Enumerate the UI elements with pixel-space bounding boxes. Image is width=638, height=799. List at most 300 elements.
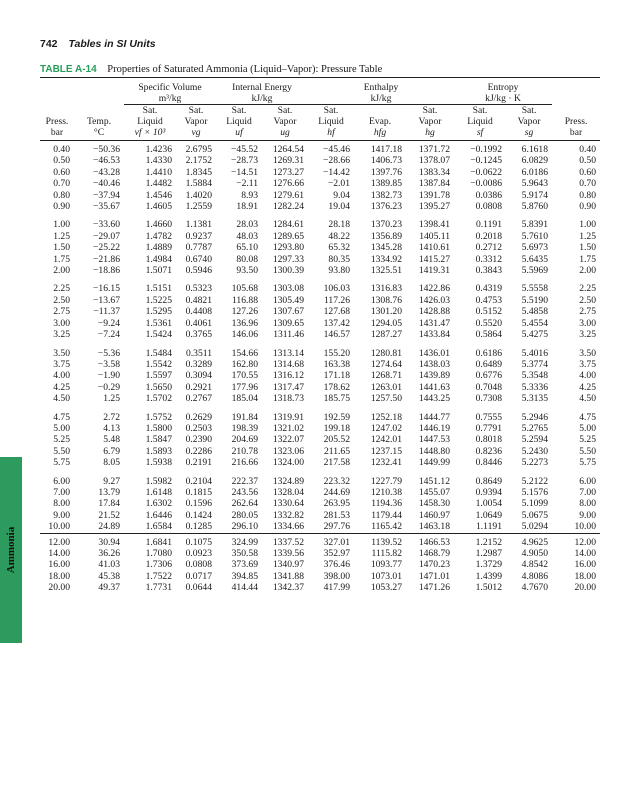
- table-row: [40, 487, 600, 498]
- table-cell: 2.25: [579, 283, 597, 295]
- table-cell: 1356.89: [370, 230, 403, 242]
- table-cell: 5.2594: [521, 434, 549, 446]
- table-cell: 1273.27: [272, 166, 305, 178]
- table-cell: 14.00: [574, 548, 597, 559]
- table-cell: 1293.80: [272, 242, 305, 254]
- table-cell: 1417.18: [370, 144, 403, 155]
- group-internal-energy: [216, 82, 308, 93]
- table-cell: 1322.07: [272, 434, 305, 446]
- table-cell: 1.4482: [145, 178, 172, 190]
- table-cell: 1.5151: [145, 283, 172, 295]
- table-cell: 155.20: [323, 347, 351, 359]
- column-header: Liquid: [318, 116, 344, 127]
- table-cell: 1263.01: [370, 381, 403, 393]
- table-cell: 1471.26: [418, 582, 451, 594]
- table-cell: 204.69: [231, 434, 258, 446]
- table-cell: 4.7670: [521, 582, 549, 594]
- table-cell: 18.00: [48, 570, 70, 582]
- table-cell: 2.6795: [185, 144, 212, 155]
- table-cell: 1247.02: [370, 422, 403, 434]
- table-cell: −3.58: [97, 358, 120, 370]
- table-cell: 117.26: [323, 294, 351, 306]
- table-cell: 0.2018: [475, 230, 503, 242]
- table-cell: 1.5884: [185, 178, 212, 190]
- table-cell: 163.38: [323, 358, 351, 370]
- table-cell: 244.69: [323, 486, 351, 498]
- table-cell: 162.80: [231, 358, 258, 370]
- table-cell: 5.2765: [521, 422, 549, 434]
- table-row: [40, 548, 600, 559]
- table-cell: 223.32: [323, 475, 351, 487]
- table-cell: 0.2712: [475, 242, 503, 254]
- table-cell: 0.7048: [475, 381, 503, 393]
- column-header: Sat.: [472, 105, 488, 116]
- table-cell: 2.75: [53, 306, 70, 318]
- group-label: Entropy: [487, 82, 519, 93]
- table-cell: 1.5847: [145, 434, 172, 446]
- table-cell: 1.5938: [145, 457, 172, 469]
- table-cell: 414.44: [231, 582, 258, 594]
- table-cell: 18.00: [574, 570, 597, 582]
- table-row: [40, 559, 600, 570]
- table-cell: 1319.91: [272, 411, 305, 423]
- property-table: [40, 82, 600, 594]
- table-row: [40, 359, 600, 370]
- table-cell: 0.1596: [185, 498, 212, 510]
- table-cell: 0.2503: [185, 422, 212, 434]
- column-header: Sat.: [521, 105, 537, 116]
- table-cell: 1455.07: [418, 486, 451, 498]
- table-cell: 21.52: [98, 509, 120, 521]
- table-cell: 0.0717: [185, 570, 212, 582]
- table-row: [40, 167, 600, 178]
- table-cell: 6.1618: [521, 144, 549, 155]
- table-cell: 1383.34: [418, 166, 451, 178]
- table-cell: 1.6302: [145, 498, 172, 510]
- table-row: [40, 434, 600, 445]
- table-cell: 1.8345: [185, 166, 212, 178]
- table-cell: 1.0649: [475, 509, 503, 521]
- table-cell: 30.94: [74, 533, 124, 548]
- table-cell: 1446.19: [418, 422, 451, 434]
- table-cell: 394.85: [231, 570, 258, 582]
- column-header: bar: [552, 127, 600, 141]
- table-cell: 1297.33: [272, 253, 305, 265]
- table-cell: 1165.42: [371, 521, 403, 533]
- table-cell: 5.1099: [521, 498, 549, 510]
- table-cell: 1.00: [579, 219, 597, 231]
- table-cell: 1342.37: [272, 582, 305, 594]
- column-header: sf: [454, 127, 506, 141]
- table-cell: 3.50: [53, 347, 70, 359]
- table-cell: 5.00: [579, 422, 597, 434]
- table-cell: 1.0054: [475, 498, 503, 510]
- table-cell: 0.3511: [185, 347, 212, 359]
- table-cell: 3.25: [579, 329, 597, 341]
- table-cell: 198.39: [231, 422, 258, 434]
- table-cell: 48.03: [236, 230, 258, 242]
- table-cell: −7.24: [97, 329, 120, 341]
- column-header: [552, 105, 600, 117]
- table-cell: 1330.64: [272, 498, 305, 510]
- table-cell: 1337.52: [262, 533, 308, 548]
- table-cell: 1332.82: [272, 509, 305, 521]
- table-cell: 1406.73: [370, 155, 403, 167]
- table-cell: 5.2946: [521, 411, 549, 423]
- table-cell: 3.00: [53, 317, 70, 329]
- table-cell: 0.2104: [185, 475, 212, 487]
- table-cell: 1276.66: [272, 178, 305, 190]
- table-row: [40, 254, 600, 265]
- table-row: [40, 423, 600, 434]
- table-cell: 1426.03: [418, 294, 451, 306]
- table-cell: 16.00: [48, 559, 70, 571]
- table-cell: 280.05: [231, 509, 258, 521]
- table-cell: 281.53: [323, 509, 351, 521]
- table-cell: 2.00: [579, 265, 597, 277]
- table-cell: 0.0386: [475, 189, 503, 201]
- table-cell: 0.5864: [475, 329, 503, 341]
- table-cell: 5.4275: [521, 329, 549, 341]
- table-label: TABLE A-14: [40, 64, 97, 75]
- table-cell: 49.37: [98, 582, 120, 594]
- table-cell: 1.2152: [454, 533, 506, 548]
- table-cell: 350.58: [231, 548, 258, 559]
- table-cell: 1.25: [103, 393, 120, 405]
- table-cell: 1433.84: [418, 329, 451, 341]
- table-cell: 0.4061: [185, 317, 212, 329]
- table-cell: 1.4984: [145, 253, 172, 265]
- table-cell: 5.7610: [521, 230, 549, 242]
- table-cell: 1.5424: [145, 329, 172, 341]
- table-cell: 1.4020: [185, 189, 212, 201]
- table-cell: 0.5946: [185, 265, 212, 277]
- table-cell: 1415.27: [418, 253, 451, 265]
- table-cell: 1.2559: [185, 201, 212, 213]
- table-cell: 1139.52: [354, 533, 406, 548]
- table-cell: 185.04: [231, 393, 258, 405]
- table-cell: 0.5520: [475, 317, 503, 329]
- table-cell: 0.5323: [185, 283, 212, 295]
- table-cell: 1.75: [53, 253, 70, 265]
- table-cell: 1470.23: [418, 559, 451, 571]
- table-cell: 65.10: [236, 242, 258, 254]
- table-cell: 243.56: [231, 486, 258, 498]
- column-header-row: [40, 105, 600, 117]
- table-cell: 5.2273: [521, 457, 549, 469]
- column-header: Sat.: [277, 105, 293, 116]
- table-cell: 1382.73: [370, 189, 403, 201]
- table-cell: 1317.47: [272, 381, 305, 393]
- column-header: Vapor: [184, 116, 208, 127]
- table-cell: 5.1576: [521, 486, 549, 498]
- table-cell: 0.90: [579, 201, 597, 213]
- table-cell: −25.22: [93, 242, 120, 254]
- group-enthalpy: [308, 82, 454, 93]
- table-cell: 5.25: [579, 434, 597, 446]
- group-unit: m³/kg: [124, 93, 216, 105]
- group-label: Specific Volume: [138, 82, 202, 93]
- table-cell: 1300.39: [272, 265, 305, 277]
- table-cell: 0.2390: [185, 434, 212, 446]
- table-cell: 20.00: [574, 582, 597, 594]
- table-cell: 1.5295: [145, 306, 172, 318]
- table-cell: 0.3312: [475, 253, 503, 265]
- table-cell: −13.67: [93, 294, 120, 306]
- table-cell: −14.42: [323, 166, 351, 178]
- table-cell: 1.7731: [145, 582, 172, 594]
- table-cell: 13.79: [98, 486, 120, 498]
- table-cell: 1.4546: [145, 189, 172, 201]
- table-cell: 191.84: [231, 411, 258, 423]
- table-cell: 7.00: [579, 486, 597, 498]
- table-cell: 6.0829: [521, 155, 549, 167]
- table-cell: 36.26: [98, 548, 120, 559]
- table-cell: 398.00: [323, 570, 351, 582]
- table-row: [40, 533, 600, 548]
- table-cell: 0.4821: [185, 294, 212, 306]
- table-cell: 0.0808: [475, 201, 503, 213]
- table-cell: 1449.99: [418, 457, 451, 469]
- table-cell: 3.25: [53, 329, 70, 341]
- table-cell: 1316.83: [370, 283, 403, 295]
- table-cell: 324.99: [216, 533, 262, 548]
- table-cell: 262.64: [231, 498, 258, 510]
- table-cell: 216.66: [231, 457, 258, 469]
- table-cell: 5.25: [53, 434, 70, 446]
- table-cell: 1311.46: [273, 329, 305, 341]
- table-cell: 5.50: [53, 445, 70, 457]
- table-cell: −29.07: [93, 230, 120, 242]
- table-cell: 1448.80: [418, 445, 451, 457]
- table-cell: 20.00: [48, 582, 70, 594]
- table-cell: 1280.81: [370, 347, 403, 359]
- table-cell: 0.1285: [185, 521, 212, 533]
- table-cell: 1438.03: [418, 358, 451, 370]
- table-row: [40, 141, 600, 156]
- table-cell: 12.00: [40, 533, 74, 548]
- table-row: [40, 382, 600, 393]
- table-cell: 1316.12: [272, 370, 305, 382]
- group-label: Internal Energy: [232, 82, 292, 93]
- table-cell: 1324.89: [272, 475, 305, 487]
- table-row: [40, 178, 600, 189]
- table-cell: −16.15: [93, 283, 120, 295]
- table-cell: 137.42: [323, 317, 351, 329]
- table-cell: 1447.53: [418, 434, 451, 446]
- table-cell: 6.00: [579, 475, 597, 487]
- table-cell: 45.38: [98, 570, 120, 582]
- table-cell: 1227.79: [370, 475, 403, 487]
- table-cell: 1.7306: [145, 559, 172, 571]
- table-cell: 8.05: [103, 457, 120, 469]
- table-cell: 146.57: [323, 329, 351, 341]
- table-cell: 3.50: [579, 347, 597, 359]
- table-cell: 1.6841: [124, 533, 176, 548]
- table-cell: 1398.41: [418, 219, 451, 231]
- table-cell: 1.3729: [475, 559, 503, 571]
- table-cell: 1.4330: [145, 155, 172, 167]
- table-cell: 5.5558: [521, 283, 549, 295]
- table-cell: 1441.63: [418, 381, 451, 393]
- table-cell: 1340.97: [272, 559, 305, 571]
- table-cell: −28.66: [323, 155, 351, 167]
- table-cell: −18.86: [93, 265, 120, 277]
- column-header: Liquid: [467, 116, 493, 127]
- table-cell: −14.51: [231, 166, 258, 178]
- group-unit: kJ/kg: [216, 93, 308, 105]
- table-cell: 0.3843: [475, 265, 503, 277]
- column-header: Sat.: [323, 105, 339, 116]
- column-header: Sat.: [422, 105, 438, 116]
- table-cell: 1.1191: [475, 521, 503, 533]
- table-cell: 205.52: [323, 434, 351, 446]
- column-header: hg: [406, 127, 454, 141]
- table-cell: 1294.05: [370, 317, 403, 329]
- table-cell: 1274.64: [370, 358, 403, 370]
- table-cell: 9.04: [333, 189, 351, 201]
- table-cell: 1439.89: [418, 370, 451, 382]
- table-cell: 5.3135: [521, 393, 549, 405]
- table-cell: 1.25: [579, 230, 597, 242]
- page-header: [40, 38, 156, 50]
- table-cell: 4.00: [579, 370, 597, 382]
- table-caption: Properties of Saturated Ammonia (Liquid–Vapor): Pressure Table: [107, 64, 383, 75]
- table-cell: 0.8018: [475, 434, 503, 446]
- table-cell: 2.75: [579, 306, 597, 318]
- table-cell: 9.00: [53, 509, 70, 521]
- table-row: [40, 510, 600, 521]
- table-cell: 1279.61: [272, 189, 305, 201]
- table-row: [40, 571, 600, 582]
- table-cell: 136.96: [231, 317, 258, 329]
- table-cell: 8.00: [53, 498, 70, 510]
- table-cell: 1410.61: [418, 242, 451, 254]
- table-cell: 4.9625: [506, 533, 552, 548]
- group-unit: kJ/kg: [308, 93, 454, 105]
- column-header: °C: [74, 127, 124, 141]
- table-cell: 1341.88: [272, 570, 305, 582]
- table-cell: 5.0675: [521, 509, 549, 521]
- column-header: Evap.: [368, 116, 392, 127]
- table-cell: −43.28: [93, 166, 120, 178]
- table-cell: 0.2191: [185, 457, 212, 469]
- table-cell: 1093.77: [370, 559, 403, 571]
- table-cell: 4.75: [53, 411, 70, 423]
- table-cell: 5.5969: [521, 265, 549, 277]
- column-header: Vapor: [273, 116, 297, 127]
- table-row: [40, 265, 600, 276]
- table-cell: 1443.25: [418, 393, 451, 405]
- table-cell: 1397.76: [370, 166, 403, 178]
- table-cell: 297.76: [323, 521, 351, 533]
- table-cell: 105.68: [231, 283, 258, 295]
- table-cell: 1264.54: [272, 144, 305, 155]
- table-cell: 41.03: [98, 559, 120, 571]
- table-cell: 93.80: [328, 265, 351, 277]
- table-cell: 0.3289: [185, 358, 212, 370]
- table-cell: 7.00: [53, 486, 70, 498]
- table-cell: 0.2921: [185, 381, 212, 393]
- table-cell: 211.65: [323, 445, 351, 457]
- table-cell: 1419.31: [418, 265, 451, 277]
- section-side-tab: [0, 457, 22, 643]
- table-row: [40, 201, 600, 212]
- table-cell: 0.0644: [185, 582, 212, 594]
- table-cell: 417.99: [323, 582, 351, 594]
- table-cell: 8.93: [241, 189, 258, 201]
- table-cell: −2.01: [327, 178, 351, 190]
- group-label: Enthalpy: [363, 82, 399, 93]
- table-cell: −40.46: [93, 178, 120, 190]
- table-cell: 0.7555: [475, 411, 503, 423]
- table-cell: 4.75: [579, 411, 597, 423]
- table-cell: 4.25: [53, 381, 70, 393]
- table-cell: 185.75: [323, 393, 351, 405]
- table-cell: 170.55: [231, 370, 258, 382]
- table-cell: 5.75: [53, 457, 70, 469]
- table-cell: 0.40: [53, 144, 70, 155]
- table-cell: 0.4753: [475, 294, 503, 306]
- table-cell: 1321.02: [272, 422, 305, 434]
- table-cell: 0.40: [579, 144, 597, 155]
- table-cell: 0.80: [53, 189, 70, 201]
- table-cell: 210.78: [231, 445, 258, 457]
- table-cell: 80.35: [328, 253, 351, 265]
- table-cell: 1210.38: [370, 486, 403, 498]
- table-cell: 1323.06: [272, 445, 305, 457]
- table-cell: 1376.23: [370, 201, 403, 213]
- table-cell: 296.10: [231, 521, 258, 533]
- table-cell: 177.96: [231, 381, 258, 393]
- table-cell: −9.24: [97, 317, 120, 329]
- table-cell: 5.4858: [521, 306, 549, 318]
- table-cell: 0.6776: [475, 370, 503, 382]
- table-row: [40, 318, 600, 329]
- table-cell: 2.1752: [185, 155, 212, 167]
- table-cell: 3.75: [579, 358, 597, 370]
- table-cell: 1.5071: [145, 265, 172, 277]
- table-cell: 1466.53: [406, 533, 454, 548]
- table-cell: 1.5225: [145, 294, 172, 306]
- table-cell: 1436.01: [418, 347, 451, 359]
- table-cell: 9.00: [579, 509, 597, 521]
- table-cell: 1.4236: [145, 144, 172, 155]
- table-body: [40, 141, 600, 594]
- table-cell: 146.06: [231, 329, 258, 341]
- table-cell: 154.66: [231, 347, 258, 359]
- table-cell: 93.50: [236, 265, 258, 277]
- table-cell: 4.13: [103, 422, 120, 434]
- table-head: [40, 82, 600, 141]
- table-cell: 4.9050: [521, 548, 549, 559]
- table-cell: 1451.12: [418, 475, 451, 487]
- table-cell: 1444.77: [418, 411, 451, 423]
- table-cell: 4.00: [53, 370, 70, 382]
- table-cell: 0.80: [579, 189, 597, 201]
- table-cell: 1334.66: [272, 521, 305, 533]
- table-cell: 1237.15: [370, 445, 403, 457]
- column-header: Vapor: [517, 116, 541, 127]
- column-header: [74, 105, 124, 117]
- table-cell: 18.91: [236, 201, 258, 213]
- table-cell: −50.36: [93, 144, 120, 155]
- table-cell: 352.97: [323, 548, 351, 559]
- table-cell: 199.18: [323, 422, 351, 434]
- table-cell: 1428.88: [418, 306, 451, 318]
- table-cell: 5.6973: [521, 242, 549, 254]
- table-cell: 1301.20: [370, 306, 403, 318]
